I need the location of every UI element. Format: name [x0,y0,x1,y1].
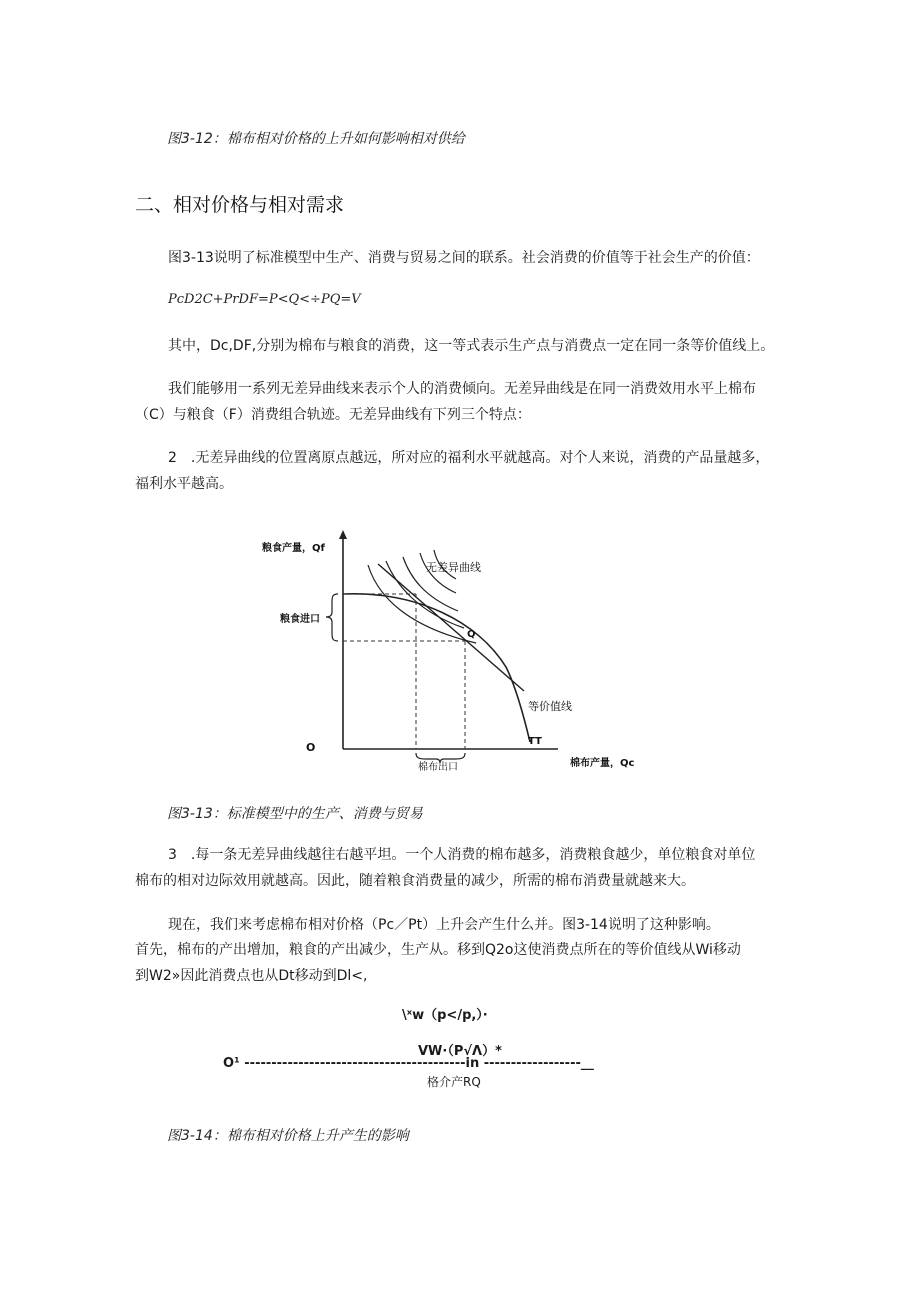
isovalue-line-label: 等价值线 [528,700,572,713]
ppf-label: TT [528,736,542,747]
paragraph-consumption-definition: 其中，Dc,DF,分别为棉布与粮食的消费，这一等式表示生产点与消费点一定在同一条等价值线上。 [168,338,775,354]
x-axis-label: 棉布产量，Qc [570,758,635,769]
figure-3-13-svg [258,527,653,772]
value-equation: PcD2C+PrDF=P<Q<÷PQ=V [168,292,361,307]
figure-3-14-axis-mid: in [465,1056,480,1071]
isovalue-line [378,564,524,691]
paragraph-price-rise-line3: 到W2»因此消费点也从Dt移动到Dl<, [135,968,368,984]
paragraph-price-rise-line2: 首先，棉布的产出增加，粮食的产出减少，生产从。移到Q2o这使消费点所在的等价值线从Wi移动 [135,942,741,958]
cloth-export-label: 棉布出口 [418,762,458,772]
paragraph-feature-2-line2: 福利水平越高。 [135,476,233,492]
figure-3-14-axis [223,1056,594,1071]
figure-3-14-axis-dashes-2: ------------------ [483,1056,581,1071]
y-axis-label: 粮食产量，Qf [262,543,325,554]
food-import-brace [326,594,338,641]
paragraph-feature-3-line2: 棉布的相对边际效用就越高。因此，随着粮食消费量的减少，所需的棉布消费量就越来大。 [135,873,695,889]
point-q-label: Q [467,629,476,640]
paragraph-feature-2-line1: 2 .无差异曲线的位置离原点越远，所对应的福利水平就越高。对个人来说，消费的产品量越多， [168,450,770,466]
paragraph-indifference-line1: 我们能够用一系列无差异曲线来表示个人的消费倾向。无差异曲线是在同一消费效用水平上棉布 [168,381,756,397]
y-axis-arrow-icon [339,530,347,539]
origin-label: O [306,741,316,754]
figure-3-14-axis-dashes: ----------------------------------------- [244,1056,466,1071]
figure-3-12-caption: 图3-12：棉布相对价格的上升如何影响相对供给 [167,131,465,147]
section-heading: 二、相对价格与相对需求 [135,194,345,216]
figure-3-14-line-w2: \ˣw（p</p,）· [402,1008,488,1023]
paragraph-intro: 图3-13说明了标准模型中生产、消费与贸易之间的联系。社会消费的价值等于社会生产的价值： [168,250,760,266]
paragraph-feature-3-line1: 3 .每一条无差异曲线越往右越平坦。一个人消费的棉布越多，消费粮食越少，单位粮食对单位 [168,847,756,863]
figure-3-14-caption: 图3-14：棉布相对价格上升产生的影响 [167,1128,409,1144]
figure-3-13-diagram [258,527,653,772]
figure-3-13-caption: 图3-13：标准模型中的生产、消费与贸易 [167,806,423,822]
food-import-label: 粮食进口 [280,614,320,625]
figure-3-14-line-w1: VW·（P√Λ）* [418,1044,502,1059]
figure-3-14-axis-end: __ [580,1056,594,1071]
paragraph-price-rise-line1: 现在，我们来考虑棉布相对价格（Pc／Pt）上升会产生什么并。图3-14说明了这种影响。 [168,917,720,933]
paragraph-indifference-line2: （C）与粮食（F）消费组合轨迹。无差异曲线有下列三个特点： [135,407,531,423]
indifference-curve-label: 无差异曲线 [426,561,481,574]
figure-3-14-origin: O¹ [223,1056,240,1071]
figure-3-14-axis-label: 格介产RQ [427,1075,481,1089]
